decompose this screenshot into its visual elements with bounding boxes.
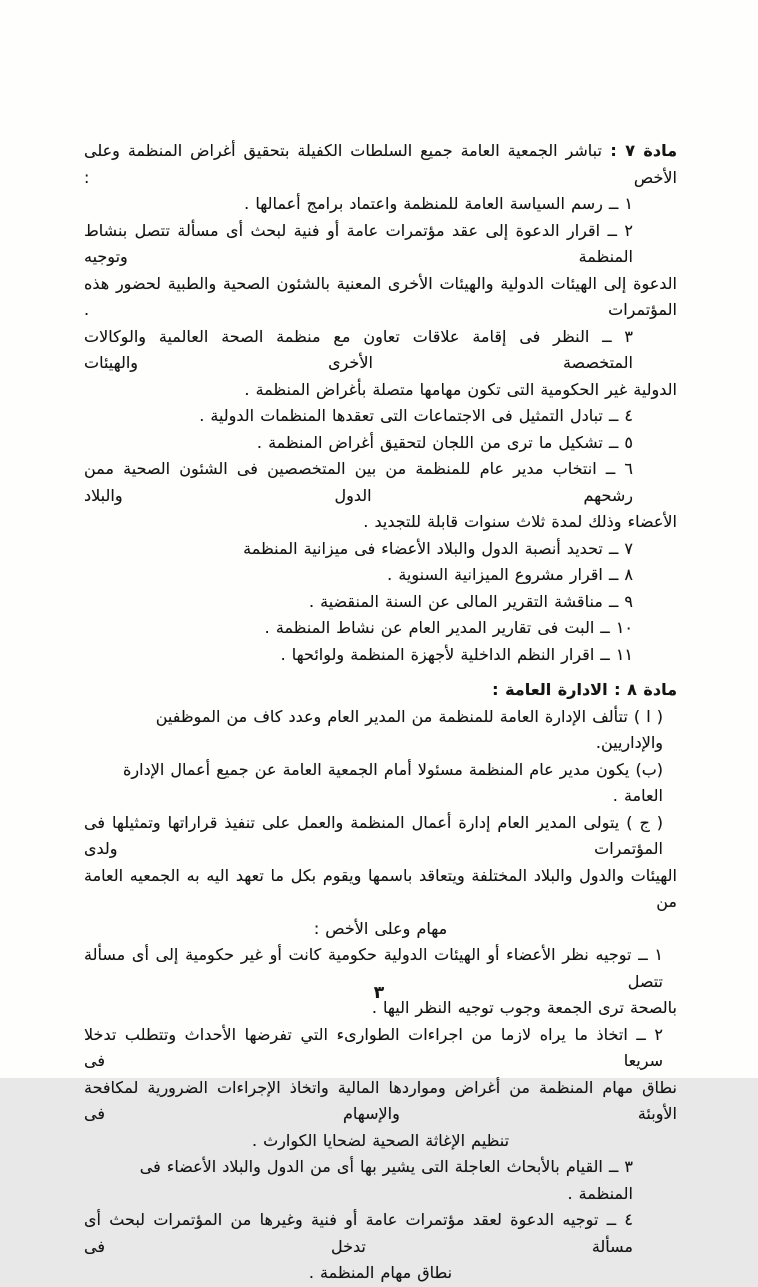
- text-line: الدعوة إلى الهيئات الدولية والهيئات الأخرى المعنية بالشئون الصحية والطبية لحضور هذه المؤتمرات .: [84, 273, 677, 319]
- text-line: ٧ ــ تحديد أنصبة الدول والبلاد الأعضاء فى ميزانية المنظمة: [243, 538, 633, 558]
- text-line: مهام وعلى الأخص :: [313, 918, 448, 938]
- text-line: نطاق مهام المنظمة .: [308, 1263, 453, 1282]
- text-line: ٦ ــ انتخاب مدير عام للمنظمة من بين المتخصصين فى الشئون الصحية ممن رشحهم الدول والبلاد: [84, 459, 633, 505]
- text-line: ٥ ــ تشكيل ما ترى من اللجان لتحقيق أغراض المنظمة .: [256, 432, 633, 452]
- text-line: ١ ــ رسم السياسة العامة للمنظمة واعتماد برامج أعمالها .: [244, 194, 633, 213]
- text-line: بالصحة ترى الجمعة وجوب توجيه النظر اليها .: [371, 998, 677, 1017]
- text-line: ٣ ــ القيام بالأبحاث العاجلة التى يشير بها أى من الدول والبلاد الأعضاء فى المنظمة .: [139, 1157, 633, 1203]
- text-line: [84, 677, 677, 704]
- text-line: نطاق مهام المنظمة من أغراض ومواردها المالية واتخاذ الإجراءات الضرورية لمكافحة الأوبئة والإسهام فى: [84, 1077, 677, 1123]
- text-line: (ب) يكون مدير عام المنظمة مسئولا أمام الجمعية العامة عن جميع أعمال الإدارة العامة .: [123, 759, 663, 805]
- text-line: ( ج ) يتولى المدير العام إدارة أعمال المنظمة والعمل على تنفيذ قراراتها وتمثيلها فى المؤتمرات ولدى: [84, 812, 663, 858]
- text-line: ٤ ــ تبادل التمثيل فى الاجتماعات التى تعقدها المنظمات الدولية .: [199, 406, 633, 425]
- text-line: ٤ ــ توجيه الدعوة لعقد مؤتمرات عامة أو فنية وغيرها من المؤتمرات لبحث أى مسألة تدخل فى: [84, 1210, 633, 1256]
- text-line: ١ ــ توجيه نظر الأعضاء أو الهيئات الدولية حكومية كانت أو غير حكومية إلى أى مسألة تتصل: [84, 945, 663, 991]
- text-line: ١٠ ــ البت فى تقارير المدير العام عن نشاط المنظمة .: [264, 618, 633, 637]
- text-line: ٨ ــ اقرار مشروع الميزانية السنوية .: [387, 565, 633, 584]
- text-line: ٢ ــ اتخاذ ما يراه لازما من اجراءات الطوارىء التي تفرضها الأحداث وتتطلب تدخلا سريعا فى: [84, 1024, 663, 1070]
- page-number: ٣: [373, 983, 385, 1003]
- text-line: ١١ ــ اقرار النظم الداخلية لأجهزة المنظمة ولوائحها .: [280, 644, 633, 664]
- text-line: ( ا ) تتألف الإدارة العامة للمنظمة من المدير العام وعدد كاف من الموظفين والإداريين.: [155, 706, 663, 752]
- text-line: ٩ ــ مناقشة التقرير المالى عن السنة المنقضية .: [308, 591, 633, 611]
- text-line: تنظيم الإغاثة الصحية لضحايا الكوارث .: [251, 1130, 510, 1150]
- text-line: الدولية غير الحكومية التى تكون مهامها متصلة بأغراض المنظمة .: [244, 379, 677, 399]
- text-line: ٢ ــ اقرار الدعوة إلى عقد مؤتمرات عامة أو فنية لبحث أى مسألة تتصل بنشاط المنظمة وتوجيه: [84, 220, 633, 266]
- text-line: ٣ ــ النظر فى إقامة علاقات تعاون مع منظمة الصحة العالمية والوكالات المتخصصة الأخرى والهيئات: [84, 326, 633, 372]
- article-label: مادة ٧ :: [601, 141, 678, 160]
- document-body: [84, 138, 677, 1287]
- text-line: الهيئات والدول والبلاد المختلفة ويتعاقد باسمها ويقوم بكل ما تعهد اليه به الجمعيه العامة من: [84, 865, 677, 911]
- text-line: الأعضاء وذلك لمدة ثلاث سنوات قابلة للتجديد .: [363, 512, 677, 531]
- article-label: مادة ٨ : الادارة العامة :: [492, 680, 677, 699]
- text-line: مادة ٧ : تباشر الجمعية العامة جميع السلطات الكفيلة بتحقيق أغراض المنظمة وعلى الأخص :: [84, 141, 678, 187]
